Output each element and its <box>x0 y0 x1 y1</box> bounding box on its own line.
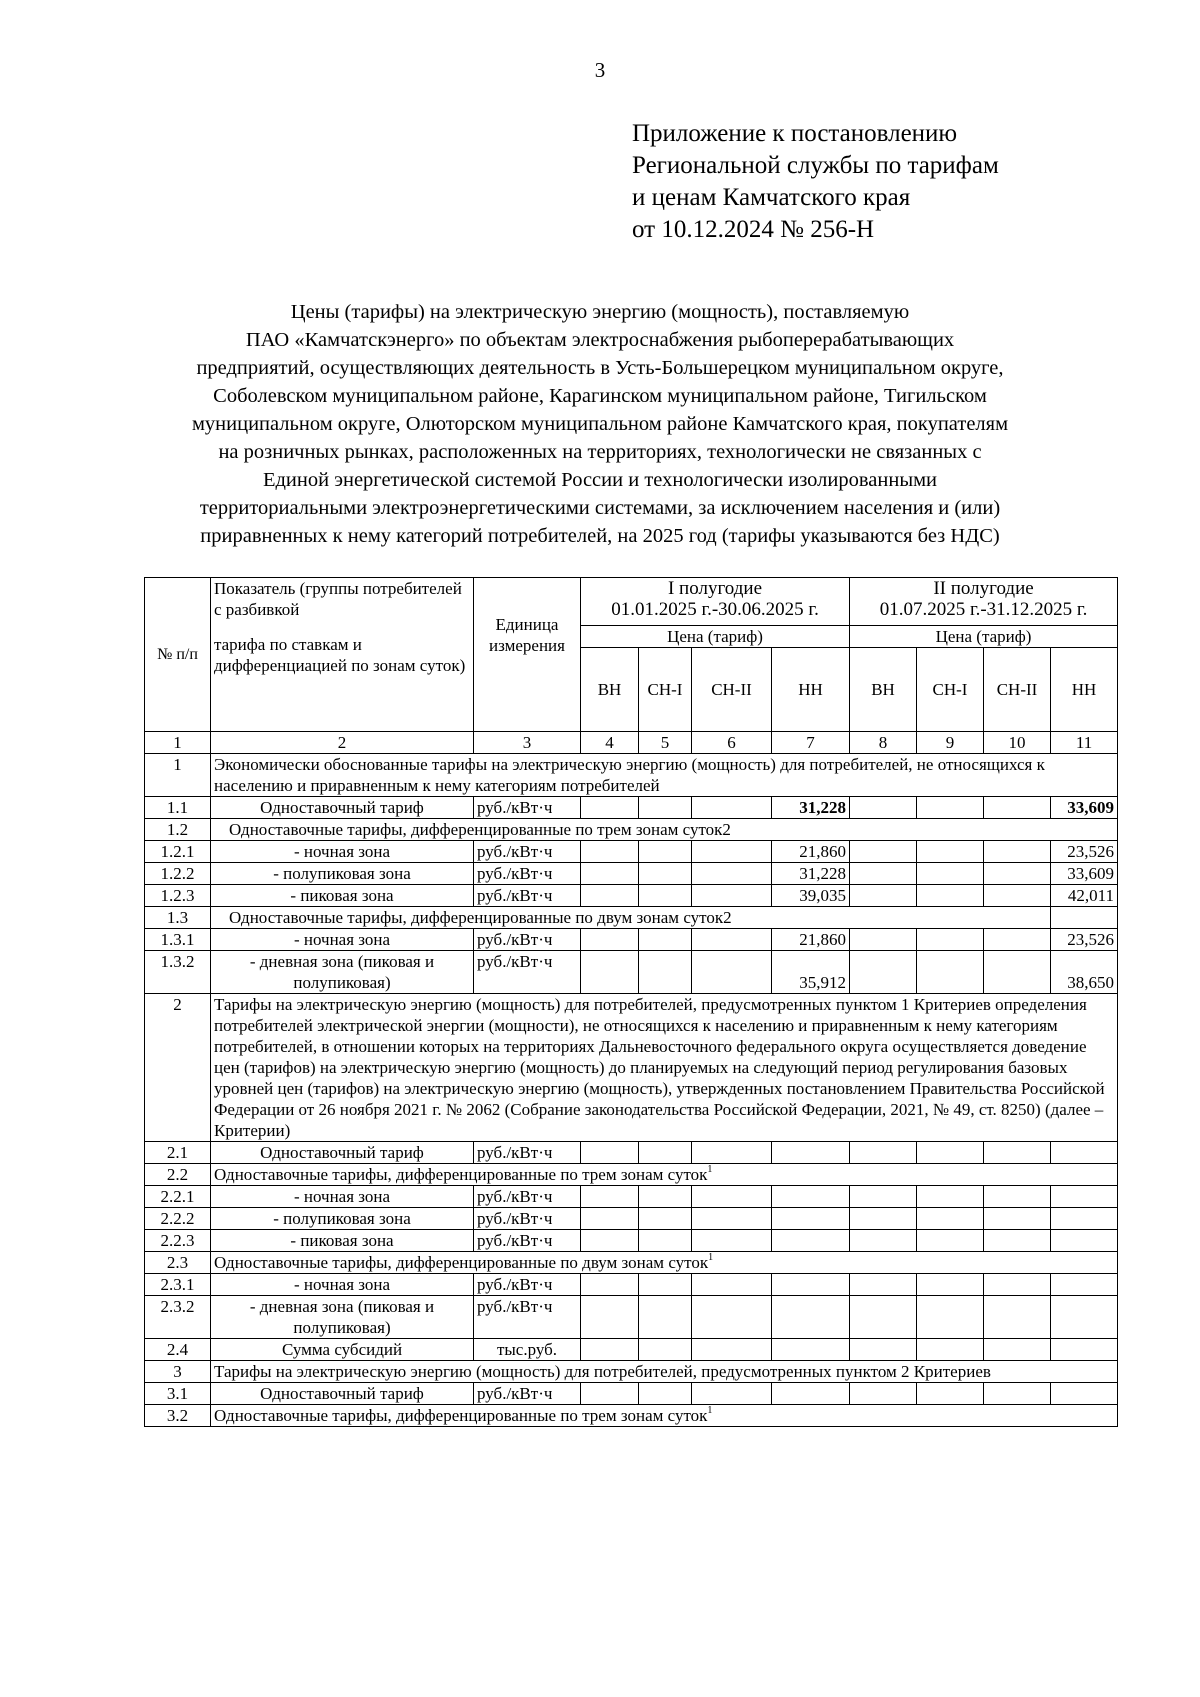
nn-value-half2: 42,011 <box>1051 885 1118 907</box>
row-name: - ночная зона <box>211 1274 474 1296</box>
row-num: 1 <box>145 754 211 797</box>
table-row <box>145 1339 1118 1361</box>
row-name: - ночная зона <box>211 1186 474 1208</box>
price-label-half1: Цена (тариф) <box>581 626 850 648</box>
document-title <box>60 298 1140 550</box>
col-number: 10 <box>984 732 1051 754</box>
row-name: - полупиковая зона <box>211 863 474 885</box>
row-num: 2.3.2 <box>145 1296 211 1339</box>
section-text: Тарифы на электрическую энергию (мощность) для потребителей, предусмотренных пунктом 2 Критериев <box>211 1361 1118 1383</box>
footnote-mark: 1 <box>708 1252 714 1263</box>
col-number: 4 <box>581 732 639 754</box>
table-row <box>145 951 1118 994</box>
row-name: Одноставочный тариф <box>211 1383 474 1405</box>
appendix-line: Приложение к постановлению <box>632 120 958 147</box>
table-row <box>145 1230 1118 1252</box>
appendix-line: от 10.12.2024 № 256-Н <box>632 216 875 243</box>
level-vn-1: ВН <box>581 648 639 732</box>
header-indicator-bottom: тарифа по ставкам и дифференциацией по зонам суток) <box>214 635 466 675</box>
col-number: 5 <box>639 732 692 754</box>
row-unit: руб./кВт·ч <box>474 797 581 819</box>
title-line: Единой энергетической системой России и технологически изолированными <box>262 469 938 491</box>
row-num: 3 <box>145 1361 211 1383</box>
subsection-label: Одноставочные тарифы, дифференцированные по трем зонам суток <box>214 1406 708 1425</box>
subsection-text: Одноставочные тарифы, дифференцированные по двум зонам суток2 <box>211 907 1051 929</box>
row-num: 2.3.1 <box>145 1274 211 1296</box>
nn-value-half2: 23,526 <box>1051 841 1118 863</box>
title-line: приравненных к нему категорий потребителей, на 2025 год (тарифы указываются без НДС) <box>200 525 1000 547</box>
nn-value-half1: 39,035 <box>772 885 850 907</box>
row-name: - ночная зона <box>211 929 474 951</box>
row-name: - пиковая зона <box>211 1230 474 1252</box>
footnote-mark: 1 <box>707 1164 713 1175</box>
header-num: № п/п <box>145 578 211 732</box>
half2-title: II полугодие <box>933 578 1034 599</box>
row-unit: руб./кВт·ч <box>474 841 581 863</box>
section-text: Тарифы на электрическую энергию (мощность) для потребителей, предусмотренных пунктом 1 Критериев определения потребителей электрической энергии (мощности), не относящихся к населению и приравненным к нему категориям потребителей, в отношении которых на территориях Дальневосточного федерального округа осуществляется доведение цен (тарифов) на электрическую энергию (мощность) до планируемых на следующий период регулирования базовых уровней цен (тарифов) на электрическую энергию (мощность), утвержденных постановлением Правительства Российской Федерации от 26 ноября 2021 г. № 2062 (Собрание законодательства Российской Федерации, 2021, № 49, ст. 8250) (далее – Критерии) <box>211 994 1118 1142</box>
subsection-text <box>211 1252 1118 1274</box>
row-name: - пиковая зона <box>211 885 474 907</box>
table-row <box>145 885 1118 907</box>
row-num: 2.2.2 <box>145 1208 211 1230</box>
nn-value-half1: 35,912 <box>772 951 850 994</box>
row-num: 2.2.1 <box>145 1186 211 1208</box>
row-num: 3.1 <box>145 1383 211 1405</box>
col-number: 1 <box>145 732 211 754</box>
page-number: 3 <box>594 58 606 82</box>
row-num: 1.2 <box>145 819 211 841</box>
table-row <box>145 1208 1118 1230</box>
title-line: на розничных рынках, расположенных на территориях, технологически не связанных с <box>218 441 982 463</box>
column-numbers-row <box>145 732 1118 754</box>
col-number: 9 <box>917 732 984 754</box>
header-half1 <box>581 578 850 626</box>
col-number: 2 <box>211 732 474 754</box>
section-row <box>145 994 1118 1142</box>
row-num: 2.1 <box>145 1142 211 1164</box>
table-row <box>145 929 1118 951</box>
row-num: 1.2.1 <box>145 841 211 863</box>
row-name: - полупиковая зона <box>211 1208 474 1230</box>
nn-value-half1: 31,228 <box>772 797 850 819</box>
nn-value-half2: 33,609 <box>1051 863 1118 885</box>
row-unit: руб./кВт·ч <box>474 863 581 885</box>
subsection-text: Одноставочные тарифы, дифференцированные по трем зонам суток2 <box>211 819 1118 841</box>
price-label-half2: Цена (тариф) <box>850 626 1118 648</box>
row-num: 3.2 <box>145 1405 211 1427</box>
row-unit: руб./кВт·ч <box>474 1186 581 1208</box>
level-nn-2: НН <box>1051 648 1118 732</box>
table-row <box>145 1296 1118 1339</box>
title-line: ПАО «Камчатскэнерго» по объектам электроснабжения рыбоперерабатывающих <box>245 329 955 351</box>
row-num: 1.3.2 <box>145 951 211 994</box>
col-number: 11 <box>1051 732 1118 754</box>
row-num: 2.2.3 <box>145 1230 211 1252</box>
row-unit: руб./кВт·ч <box>474 1230 581 1252</box>
subsection-text <box>211 1405 1118 1427</box>
half2-period: 01.07.2025 г.-31.12.2025 г. <box>879 599 1088 620</box>
subsection-label: Одноставочные тарифы, дифференцированные по двум зонам суток <box>214 1253 709 1272</box>
row-num: 2 <box>145 994 211 1142</box>
row-unit: тыс.руб. <box>474 1339 581 1361</box>
table-row <box>145 1274 1118 1296</box>
tariff-table <box>144 577 1118 1427</box>
row-unit: руб./кВт·ч <box>474 929 581 951</box>
row-unit: руб./кВт·ч <box>474 1142 581 1164</box>
section-row <box>145 754 1118 797</box>
header-row <box>145 578 1118 626</box>
nn-value-half1: 31,228 <box>772 863 850 885</box>
row-unit: руб./кВт·ч <box>474 951 581 994</box>
footnote-mark: 1 <box>707 1405 713 1416</box>
row-name: Сумма субсидий <box>211 1339 474 1361</box>
nn-value-half2: 23,526 <box>1051 929 1118 951</box>
col-number: 3 <box>474 732 581 754</box>
row-num: 1.2.2 <box>145 863 211 885</box>
table-row <box>145 1186 1118 1208</box>
row-unit: руб./кВт·ч <box>474 885 581 907</box>
level-sn2-2: СН-II <box>984 648 1051 732</box>
level-sn2-1: СН-II <box>692 648 772 732</box>
subsection-row <box>145 907 1118 929</box>
appendix-line: и ценам Камчатского края <box>632 184 911 211</box>
row-num: 2.3 <box>145 1252 211 1274</box>
subsection-row <box>145 1164 1118 1186</box>
subsection-row <box>145 1405 1118 1427</box>
nn-value-half2: 38,650 <box>1051 951 1118 994</box>
level-vn-2: ВН <box>850 648 917 732</box>
table-row <box>145 863 1118 885</box>
row-unit: руб./кВт·ч <box>474 1383 581 1405</box>
row-num: 1.3 <box>145 907 211 929</box>
title-line: муниципальном округе, Олюторском муниципальном районе Камчатского края, покупателям <box>191 413 1009 435</box>
table-row <box>145 841 1118 863</box>
title-line: территориальными электроэнергетическими системами, за исключением населения и (или) <box>199 497 1001 519</box>
header-half2 <box>850 578 1118 626</box>
level-sn1-2: СН-I <box>917 648 984 732</box>
row-unit: руб./кВт·ч <box>474 1208 581 1230</box>
row-num: 1.1 <box>145 797 211 819</box>
title-line: Цены (тарифы) на электрическую энергию (мощность), поставляемую <box>290 301 910 323</box>
header-indicator <box>211 578 474 732</box>
table-row <box>145 797 1118 819</box>
subsection-row <box>145 1252 1118 1274</box>
title-line: предприятий, осуществляющих деятельность в Усть-Большерецком муниципальном округе, <box>196 357 1004 379</box>
half1-period: 01.01.2025 г.-30.06.2025 г. <box>611 599 819 620</box>
row-name: - ночная зона <box>211 841 474 863</box>
row-num: 2.2 <box>145 1164 211 1186</box>
subsection-row <box>145 819 1118 841</box>
header-indicator-top: Показатель (группы потребителей с разбивкой <box>214 579 462 619</box>
row-num: 1.3.1 <box>145 929 211 951</box>
header-unit <box>474 578 581 732</box>
appendix-note <box>632 118 1152 246</box>
row-name: Одноставочный тариф <box>211 797 474 819</box>
row-name: Одноставочный тариф <box>211 1142 474 1164</box>
title-line: Соболевском муниципальном районе, Карагинском муниципальном районе, Тигильском <box>213 385 987 407</box>
section-row <box>145 1361 1118 1383</box>
nn-value-half1: 21,860 <box>772 929 850 951</box>
row-unit: руб./кВт·ч <box>474 1274 581 1296</box>
row-name: - дневная зона (пиковая и полупиковая) <box>211 1296 474 1339</box>
half1-title: I полугодие <box>667 578 763 599</box>
subsection-label: Одноставочные тарифы, дифференцированные по трем зонам суток <box>214 1165 708 1184</box>
appendix-line: Региональной службы по тарифам <box>632 152 999 179</box>
level-nn-1: НН <box>772 648 850 732</box>
row-num: 2.4 <box>145 1339 211 1361</box>
row-num: 1.2.3 <box>145 885 211 907</box>
col-number: 6 <box>692 732 772 754</box>
section-text: Экономически обоснованные тарифы на электрическую энергию (мощность) для потребителей, не относящихся к населению и приравненным к нему категориям потребителей <box>211 754 1118 797</box>
header-unit-label: Единица измерения <box>489 615 565 655</box>
col-number: 7 <box>772 732 850 754</box>
table-row <box>145 1383 1118 1405</box>
row-unit: руб./кВт·ч <box>474 1296 581 1339</box>
col-number: 8 <box>850 732 917 754</box>
row-name: - дневная зона (пиковая и полупиковая) <box>211 951 474 994</box>
subsection-text <box>211 1164 1118 1186</box>
level-sn1-1: СН-I <box>639 648 692 732</box>
table-row <box>145 1142 1118 1164</box>
nn-value-half2: 33,609 <box>1051 797 1118 819</box>
nn-value-half1: 21,860 <box>772 841 850 863</box>
